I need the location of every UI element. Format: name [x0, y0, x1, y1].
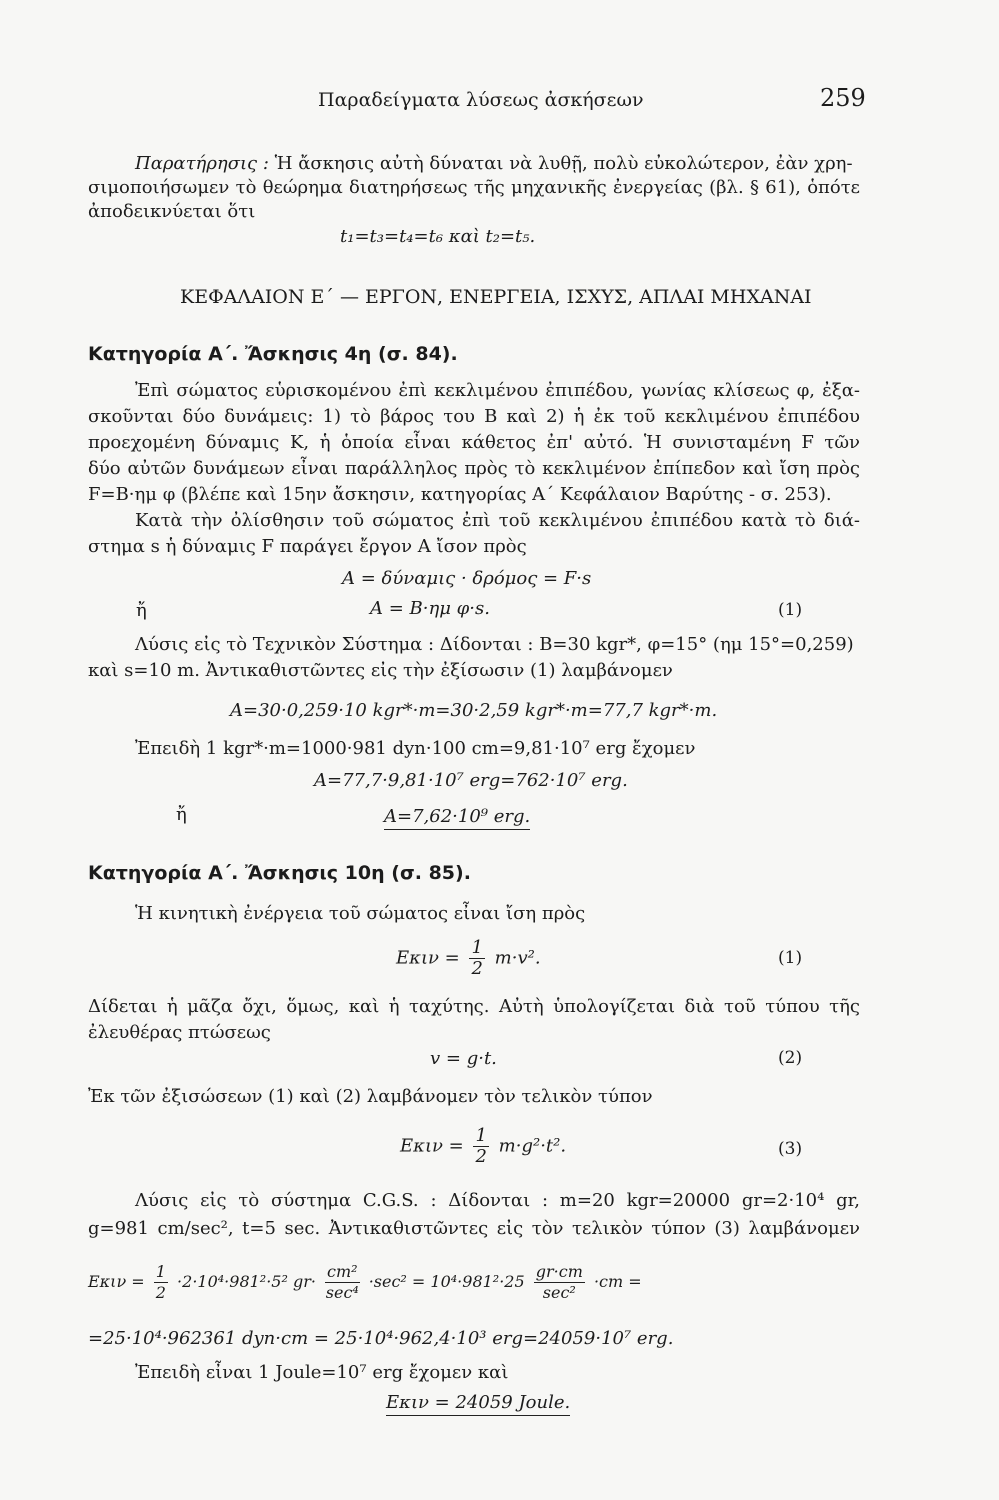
s1-paragraph-line-5: F=B·ημ φ (βλέπε καὶ 15ην ἄσκησιν, κατηγορίας Α΄ Κεφάλαιον Βαρύτης - σ. 253). — [88, 484, 832, 505]
s2-eq3-numerator: 1 — [475, 1125, 487, 1146]
s2-eq3-denominator: 2 — [475, 1146, 487, 1167]
s2-eq1-fraction — [469, 938, 484, 979]
s2-eq4-lhs: Eκιν = — [88, 1272, 145, 1291]
remark-line-3: ἀποδεικνύεται ὅτι — [88, 201, 256, 222]
s2-equation-3 — [400, 1126, 566, 1167]
section-heading-1: Κατηγορία Α΄. Ἄσκησις 4η (σ. 84). — [88, 343, 458, 365]
s1-paragraph-line-2: σκοῦνται δύο δυνάμεις: 1) τὸ βάρος του B καὶ 2) ἡ ἐκ τοῦ κεκλιμένου ἐπιπέδου — [88, 406, 860, 427]
s2-eq3-lhs: Eκιν = — [400, 1135, 464, 1157]
remark-label: Παρατήρησις : — [135, 153, 269, 174]
s1-or-2: ἤ — [176, 804, 187, 825]
page-number: 259 — [820, 84, 866, 112]
s2-eq4-part-b: ·sec² = 10⁴·981²·25 — [368, 1272, 525, 1291]
s1-equation-4: A=77,7·9,81·10⁷ erg=762·10⁷ erg. — [314, 770, 628, 791]
s1-or-1: ἤ — [136, 600, 147, 621]
s1-paragraph-line-7: στημα s ἡ δύναμις F παράγει ἔργον A ἴσον πρὸς — [88, 536, 527, 557]
s1-paragraph-line-3: προεχομένη δύναμις K, ἡ ὁποία εἶναι κάθετος ἐπ' αὐτό. Ἡ συνισταμένη F τῶν — [88, 432, 860, 453]
s2-eq4-grcm: gr·cm — [535, 1262, 583, 1281]
s2-final-underlined: Eκιν = 24059 Joule. — [386, 1392, 570, 1416]
s2-eq4-fraction-units-1 — [325, 1262, 360, 1303]
s2-paragraph-line-4: Ἐκ τῶν ἐξισώσεων (1) καὶ (2) λαμβάνομεν τὸν τελικὸν τύπον — [88, 1086, 653, 1107]
remark-line-2: σιμοποιήσωμεν τὸ θεώρημα διατηρήσεως τῆς μηχανικῆς ἐνεργείας (βλ. § 61), ὁπότε — [88, 177, 860, 198]
s2-eq4-half-den: 2 — [155, 1283, 166, 1302]
s1-equation-work: A = δύναμις · δρόμος = F·s — [342, 568, 592, 589]
chapter-title: ΚΕΦΑΛΑΙΟΝ Ε΄ — ΕΡΓΟΝ, ΕΝΕΡΓΕΙΑ, ΙΣΧΥΣ, ΑΠΛΑΙ ΜΗΧΑΝΑΙ — [180, 286, 812, 308]
s2-eq4-sec2: sec² — [542, 1283, 576, 1302]
s1-paragraph-line-6: Κατὰ τὴν ὀλίσθησιν τοῦ σώματος ἐπὶ τοῦ κεκλιμένου ἐπιπέδου κατὰ τὸ διά- — [135, 510, 860, 531]
remark-text-1: Ἡ ἄσκησις αὐτὴ δύναται νὰ λυθῇ, πολὺ εὐκολώτερον, ἐὰν χρη- — [274, 153, 853, 174]
s2-eq1-denominator: 2 — [471, 958, 483, 979]
s2-equation-2: v = g·t. — [430, 1048, 497, 1069]
remark-formula: t₁=t₃=t₄=t₆ καὶ t₂=t₅. — [340, 226, 536, 247]
s2-eq1-rhs: m·v². — [494, 947, 541, 969]
s1-equation-2-number: (1) — [778, 600, 803, 620]
s2-equation-4 — [88, 1262, 642, 1303]
s1-paragraph-line-10: Ἐπειδὴ 1 kgr*·m=1000·981 dyn·100 cm=9,81·10⁷ erg ἔχομεν — [135, 738, 696, 759]
s2-eq4-fraction-units-2 — [534, 1262, 585, 1303]
s1-paragraph-line-1: Ἐπὶ σώματος εὑρισκομένου ἐπὶ κεκλιμένου ἐπιπέδου, γωνίας κλίσεως φ, ἐξα- — [135, 380, 860, 401]
s2-eq4-cm2: cm² — [327, 1262, 358, 1281]
remark-line-1 — [135, 153, 860, 175]
s1-result-underlined: A=7,62·10⁹ erg. — [384, 806, 530, 830]
running-header: Παραδείγματα λύσεως ἀσκήσεων — [318, 89, 644, 111]
s2-eq4-fraction-half — [154, 1262, 168, 1303]
s2-eq4-sec4: sec⁴ — [325, 1283, 359, 1302]
s2-eq4-part-a: ·2·10⁴·981²·5² gr· — [177, 1272, 316, 1291]
s2-eq4-part-c: ·cm = — [593, 1272, 642, 1291]
s1-paragraph-line-4: δύο αὐτῶν δυνάμεων εἶναι παράλληλος πρὸς τὸ κεκλιμένον ἐπίπεδον καὶ ἴση πρὸς — [88, 458, 860, 479]
s1-equation-3: A=30·0,259·10 kgr*·m=30·2,59 kgr*·m=77,7 kgr*·m. — [230, 700, 718, 721]
s1-paragraph-line-9: καὶ s=10 m. Ἀντικαθιστῶντες εἰς τὴν ἐξίσωσιν (1) λαμβάνομεν — [88, 660, 673, 681]
section-heading-2: Κατηγορία Α΄. Ἄσκησις 10η (σ. 85). — [88, 862, 471, 884]
s2-eq3-rhs: m·g²·t². — [498, 1135, 567, 1157]
s2-paragraph-line-5: Λύσις εἰς τὸ σύστημα C.G.S. : Δίδονται : m=20 kgr=20000 gr=2·10⁴ gr, — [135, 1190, 860, 1211]
s1-equation-result — [384, 806, 530, 828]
s2-equation-5: =25·10⁴·962361 dyn·cm = 25·10⁴·962,4·10³ erg=24059·10⁷ erg. — [88, 1328, 674, 1349]
s2-equation-2-number: (2) — [778, 1048, 803, 1068]
s2-eq3-fraction — [473, 1126, 488, 1167]
s2-equation-1 — [396, 938, 541, 979]
s2-equation-3-number: (3) — [778, 1139, 803, 1159]
s2-equation-final — [386, 1392, 570, 1414]
s2-paragraph-line-2: Δίδεται ἡ μᾶζα ὄχι, ὅμως, καὶ ἡ ταχύτης. Αὐτὴ ὑπολογίζεται διὰ τοῦ τύπου τῆς — [88, 996, 860, 1017]
s2-eq4-half-num: 1 — [155, 1262, 166, 1281]
s2-paragraph-line-6: g=981 cm/sec², t=5 sec. Ἀντικαθιστῶντες εἰς τὸν τελικὸν τύπον (3) λαμβάνομεν — [88, 1218, 860, 1239]
s2-paragraph-line-7: Ἐπειδὴ εἶναι 1 Joule=10⁷ erg ἔχομεν καὶ — [135, 1362, 509, 1383]
s1-paragraph-line-8: Λύσις εἰς τὸ Τεχνικὸν Σύστημα : Δίδονται : B=30 kgr*, φ=15° (ημ 15°=0,259) — [135, 634, 854, 655]
s2-equation-1-number: (1) — [778, 948, 803, 968]
s2-paragraph-line-3: ἐλευθέρας πτώσεως — [88, 1022, 271, 1043]
s1-equation-2: A = B·ημ φ·s. — [370, 598, 490, 619]
s2-eq1-numerator: 1 — [471, 937, 483, 958]
s2-eq1-lhs: Eκιν = — [396, 947, 460, 969]
s2-paragraph-line-1: Ἡ κινητικὴ ἐνέργεια τοῦ σώματος εἶναι ἴση πρὸς — [135, 903, 586, 924]
